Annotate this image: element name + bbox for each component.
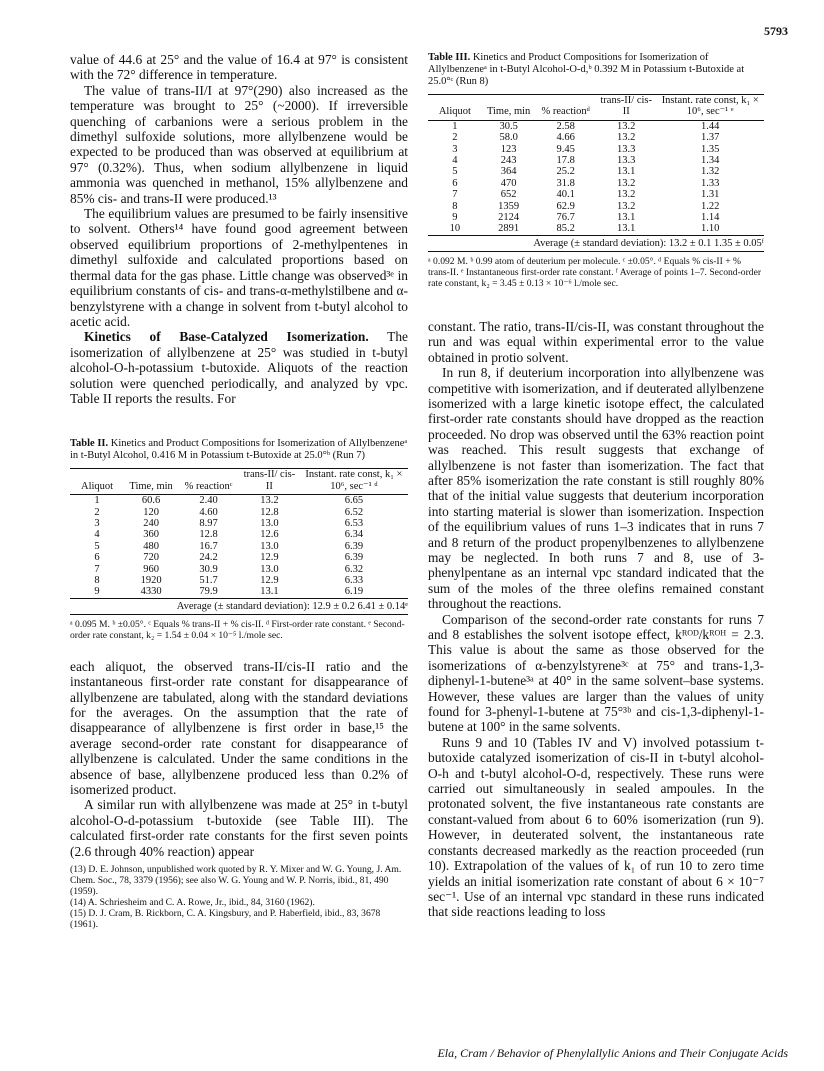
table-header: Time, min <box>482 95 536 121</box>
table-cell: 12.8 <box>199 529 218 541</box>
table-2-label: Table II. <box>70 438 109 450</box>
page-number: 5793 <box>764 24 788 38</box>
table-cell: 960 <box>143 563 159 575</box>
paragraph-6: constant. The ratio, trans-II/cis-II, was constant throughout the run and was equal within experimental error to the value obtained in protio solvent. <box>428 318 764 365</box>
table-2-caption <box>70 438 408 462</box>
table-cell: 13.3 <box>617 155 636 167</box>
table-row <box>70 541 408 552</box>
table-cell: 2.58 <box>556 120 575 132</box>
table-cell: 1.44 <box>701 120 720 132</box>
table-cell: 1.14 <box>701 212 720 224</box>
reference-15: (15) D. J. Cram, B. Rickborn, C. A. Kingsbury, and P. Haberfield, ibid., 83, 3678 (1961). <box>70 908 381 931</box>
paragraph-kinetics <box>70 329 408 406</box>
table-cell: 13.2 <box>617 200 636 212</box>
table-cell: 30.5 <box>499 120 518 132</box>
reference-14: (14) A. Schriesheim and C. A. Rowe, Jr., ibid., 84, 3160 (1962). <box>70 897 315 909</box>
table-cell: 2.40 <box>199 495 218 507</box>
table-row <box>428 166 764 177</box>
table-cell: 79.9 <box>199 586 218 598</box>
table-cell: 6.32 <box>344 563 364 575</box>
table-cell: 17.8 <box>556 155 575 167</box>
table-cell: 58.0 <box>499 132 518 144</box>
table-cell: 1.32 <box>701 166 720 178</box>
table-cell: 2 <box>94 506 100 518</box>
table-cell: 6.39 <box>344 540 364 552</box>
table-cell: 13.1 <box>260 586 279 598</box>
table-cell: 62.9 <box>556 200 575 212</box>
table-cell: 13.1 <box>617 212 636 224</box>
table-cell: 13.1 <box>617 166 636 178</box>
table-3 <box>428 52 764 289</box>
table-cell: 13.2 <box>617 189 636 201</box>
table-cell: 1.35 <box>701 143 720 155</box>
table-cell: 12.6 <box>260 529 279 541</box>
table-cell: 1920 <box>140 575 162 586</box>
table-cell: 9.45 <box>556 143 575 155</box>
table-3-body <box>428 120 764 235</box>
table-3-caption-text: Kinetics and Product Compositions for Isomerization of Allylbenzeneᵃ in t-Butyl Alcohol-O-d,ᵇ 0.392 M in Potassium t-Butoxide at 25.0°ᶜ (Run 8) <box>428 52 745 87</box>
table-cell: 470 <box>500 177 517 189</box>
table-cell: 13.1 <box>617 223 636 235</box>
table-cell: 6.39 <box>344 552 364 564</box>
paragraph-5: A similar run with allylbenzene was made at 25° in t-butyl alcohol-O-d-potassium t-butoxide (see Table III). The calculated first-order rate constants for the first seven points (2.6 through 40% reaction) appear <box>70 797 408 859</box>
table-2-grid <box>70 468 408 597</box>
table-cell: 13.0 <box>260 563 279 575</box>
table-row <box>70 552 408 563</box>
table-cell: 720 <box>143 552 159 564</box>
table-cell: 1.10 <box>701 223 720 235</box>
table-cell: 6.19 <box>344 586 364 598</box>
table-cell: 364 <box>500 166 517 178</box>
table-cell: 123 <box>500 143 517 155</box>
table-row <box>70 495 408 507</box>
table-row <box>428 189 764 200</box>
paragraph-9: Runs 9 and 10 (Tables IV and V) involved potassium t-butoxide catalyzed isomerization of cis-II in t-butyl alcohol-O-h and t-butyl alcohol-O-d, respectively. These runs were carried out simultaneously in sealed ampoules. In the protonated solvent, the five instantaneous rate constants are constant-valued from about 6 to 60% isomerization (run 9). However, in deuterated solvent, the instantaneous rate constants decreased markedly as the reaction proceeded (run 10). Extrapolation of the values of k₁ of run 10 to zero time yields an initial isomerization rate constant of about 6 × 10⁻⁷ sec⁻¹. Use of an internal vpc standard in these runs indicated that side reactions leading to loss <box>428 734 764 920</box>
table-cell: 13.3 <box>617 143 636 155</box>
table-header: Aliquot <box>70 469 124 495</box>
table-cell: 4 <box>94 529 100 541</box>
table-cell: 1.34 <box>701 155 720 167</box>
table-cell: 5 <box>452 166 458 178</box>
table-3-notes: ᵃ 0.092 M. ᵇ 0.99 atom of deuterium per molecule. ᶜ ±0.05°. ᵈ Equals % cis-II + % trans-II. ᵉ Instantaneous first-order rate constant. ᶠ Average of points 1–7. Second-order rate constant, k₂ = 3.45 ± 0.13 × 10⁻⁶ l./mole sec. <box>428 255 762 289</box>
table-cell: 13.2 <box>617 132 636 144</box>
table-cell: 5 <box>94 540 100 552</box>
table-cell: 8.97 <box>199 517 218 529</box>
table-cell: 360 <box>143 529 159 541</box>
reference-13: (13) D. E. Johnson, unpublished work quoted by R. Y. Mixer and W. G. Young, J. Am. Chem. Soc., 78, 3379 (1956); see also W. G. Young and W. P. Norris, ibid., 81, 490 (1959). <box>70 864 402 898</box>
table-cell: 2891 <box>498 223 520 235</box>
table-row <box>428 144 764 155</box>
kinetics-text: The isomerization of allylbenzene at 25° was studied in t-butyl alcohol-O-h-potassium t-butoxide. Aliquots of the reaction solution were quenched periodically, and analyzed by vpc. Table II reports the results. For <box>70 329 408 406</box>
table-row <box>70 575 408 586</box>
table-row <box>70 518 408 529</box>
table-cell: 1 <box>452 120 458 132</box>
table-cell: 13.0 <box>260 517 279 529</box>
table-cell: 120 <box>143 506 159 518</box>
table-cell: 13.2 <box>617 120 636 132</box>
table-cell: 7 <box>94 563 100 575</box>
table-row <box>428 120 764 132</box>
paragraph-2: The value of trans-II/I at 97°(290) also increased as the temperature was brought to 25° (~2000). If irreversible quenching of carbanions were a serious problem in the dimethyl sulfoxide solutions, more allylbenzene would be expected to be produced than was observed at equilibrium at 97° (0.32%). Thus, when sodium allylbenzene in liquid ammonia was quenched in methanol, 15% allylbenzene and 85% cis- and trans-II were produced.¹³ <box>70 82 408 206</box>
left-column <box>70 52 408 930</box>
paragraph-1: value of 44.6 at 25° and the value of 16.4 at 97° is consistent with the 72° difference in temperature. <box>70 52 408 83</box>
table-cell: 30.9 <box>199 563 218 575</box>
paragraph-3: The equilibrium values are presumed to be fairly insensitive to solvent. Others¹⁴ have found good agreement between observed equilibrium proportions of 2-methylpentenes in dimethyl sulfoxide and calculated proportions based on thermal data for the gas phase. Little change was observed³ᵉ in equilibrium constants of cis- and trans-α-methylstilbene and α-benzylstyrene with a change in solvent from t-butyl alcohol to acetic acid. <box>70 206 408 329</box>
table-cell: 480 <box>143 540 159 552</box>
table-cell: 4 <box>452 155 458 167</box>
table-cell: 6.53 <box>344 517 364 529</box>
table-row <box>428 212 764 223</box>
table-cell: 12.9 <box>260 575 279 586</box>
table-cell: 240 <box>143 517 159 529</box>
table-header: Instant. rate const, k₁ × 10⁶, sec⁻¹ ᵈ <box>300 469 408 495</box>
table-cell: 652 <box>500 189 517 201</box>
table-cell: 1.31 <box>701 189 720 201</box>
page-footer: Ela, Cram / Behavior of Phenylallylic Anions and Their Conjugate Acids <box>437 1046 788 1060</box>
table-cell: 1.33 <box>701 177 720 189</box>
table-2-caption-text: Kinetics and Product Compositions for Isomerization of Allylbenzeneᵃ in t-Butyl Alcohol, 0.416 M in Potassium t-Butoxide at 25.0°ᵇ (Run 7) <box>70 438 408 462</box>
paragraph-8: Comparison of the second-order rate constants for runs 7 and 8 establishes the solvent isotope effect, kᴿᴼᴰ/kᴿᴼᴴ = 2.3. This value is about the same as those observed for the isomerizations of α-benzylstyrene³ᶜ at 75° and trans-1,3-diphenyl-1-butene³ᵃ at 40° in the same solvent–base systems. However, these values are larger than the values of unity found for 3-phenyl-1-butene at 75°³ᵇ and cis-1,3-diphenyl-1-butene at 100° in the same solvents. <box>428 611 764 735</box>
table-cell: 6.65 <box>344 495 364 507</box>
table-cell: 1.37 <box>701 132 720 144</box>
table-cell: 13.2 <box>260 495 279 507</box>
table-row <box>428 155 764 166</box>
table-cell: 12.8 <box>260 506 279 518</box>
table-row <box>428 178 764 189</box>
table-cell: 13.0 <box>260 540 279 552</box>
table-cell: 8 <box>94 575 100 586</box>
table-cell: 51.7 <box>199 575 218 586</box>
table-2-body <box>70 495 408 598</box>
table-cell: 60.6 <box>141 495 161 507</box>
table-cell: 3 <box>94 517 100 529</box>
table-cell: 13.2 <box>617 177 636 189</box>
table-3-caption <box>428 52 764 88</box>
table-cell: 9 <box>452 212 458 224</box>
table-cell: 24.2 <box>199 552 218 564</box>
paragraph-7: In run 8, if deuterium incorporation into allylbenzene was competitive with isomerization, and if deuterated allylbenzene isomerized with a large kinetic isotope effect, the calculated first-order rate constants should have dropped as the reaction proceeded. No drop was observed until the 63% reaction point was reached. This result suggests that exchange of allylbenzene is not faster than isomerization. The fact that after 85% isomerization the rate constant is still roughly 80% that of the initial value suggests that deuterium incorporation into starting material is slower than isomerization. Inspection of the equilibrium values of runs 1–3 indicates that in runs 7 and 8 return of the product propenylbenzenes to allylbenzene may be neglected. In both runs 7 and 8, use of 3-phenylpentane as an internal vpc standard indicated that the sum of the moles of the three olefins remained constant throughout the reactions. <box>428 365 764 612</box>
paragraph-4: each aliquot, the observed trans-II/cis-II ratio and the instantaneous first-order rate constant for disappearance of allylbenzene are tabulated, along with the standard deviations for the averages. On the assumption that the rate of disappearance of allylbenzene is first order in base,¹⁵ the average second-order rate constant for disappearance of allylbenzene is calculated. Under the same conditions in the absence of base, allylbenzene produced less than 0.2% of isomerized product. <box>70 658 408 798</box>
table-header: Instant. rate const, k₁ × 10⁶, sec⁻¹ ᵉ <box>656 95 764 121</box>
table-header: % reactionᶜ <box>178 469 239 495</box>
table-cell: 1 <box>94 495 100 507</box>
references <box>70 864 408 930</box>
right-column <box>428 52 764 920</box>
table-header: % reactionᵈ <box>536 95 596 121</box>
table-cell: 6.52 <box>344 506 364 518</box>
table-header: Aliquot <box>428 95 482 121</box>
table-2-average: Average (± standard deviation): 12.9 ± 0.2 6.41 ± 0.14ᵉ <box>70 598 408 615</box>
table-cell: 16.7 <box>199 540 218 552</box>
table-cell: 8 <box>452 200 458 212</box>
table-3-average: Average (± standard deviation): 13.2 ± 0.1 1.35 ± 0.05ᶠ <box>428 235 764 252</box>
table-cell: 243 <box>500 155 517 167</box>
table-cell: 4.60 <box>199 506 218 518</box>
table-header: Time, min <box>124 469 178 495</box>
table-2 <box>70 438 408 640</box>
table-cell: 4330 <box>140 586 162 598</box>
table-row <box>428 132 764 143</box>
section-heading-kinetics: Kinetics of Base-Catalyzed Isomerization. <box>84 329 369 345</box>
table-cell: 2124 <box>498 212 520 224</box>
table-cell: 12.9 <box>260 552 279 564</box>
table-3-label: Table III. <box>428 52 471 63</box>
table-cell: 9 <box>94 586 100 598</box>
table-cell: 7 <box>452 189 458 201</box>
table-cell: 6.33 <box>344 575 364 586</box>
table-row <box>70 529 408 540</box>
table-cell: 85.2 <box>556 223 575 235</box>
table-cell: 3 <box>452 143 458 155</box>
table-cell: 1359 <box>498 200 520 212</box>
table-cell: 31.8 <box>556 177 575 189</box>
table-cell: 6 <box>94 552 100 564</box>
table-2-notes: ᵃ 0.095 M. ᵇ ±0.05°. ᶜ Equals % trans-II + % cis-II. ᵈ First-order rate constant. ᵉ Second-order rate constant, k₂ = 1.54 ± 0.04 × 10⁻⁵ l./mole sec. <box>70 618 405 641</box>
table-header: trans-II/ cis-II <box>239 469 300 495</box>
table-cell: 25.2 <box>556 166 575 178</box>
table-header: trans-II/ cis-II <box>596 95 656 121</box>
table-cell: 6.34 <box>344 529 364 541</box>
table-cell: 4.66 <box>556 132 575 144</box>
table-cell: 76.7 <box>556 212 575 224</box>
table-3-grid <box>428 94 764 235</box>
table-cell: 1.22 <box>701 200 720 212</box>
table-cell: 2 <box>452 132 458 144</box>
table-cell: 10 <box>449 223 461 235</box>
table-row <box>70 586 408 597</box>
table-row <box>70 564 408 575</box>
table-row <box>70 507 408 518</box>
table-cell: 6 <box>452 177 458 189</box>
table-cell: 40.1 <box>556 189 575 201</box>
table-row <box>428 223 764 234</box>
table-row <box>428 201 764 212</box>
